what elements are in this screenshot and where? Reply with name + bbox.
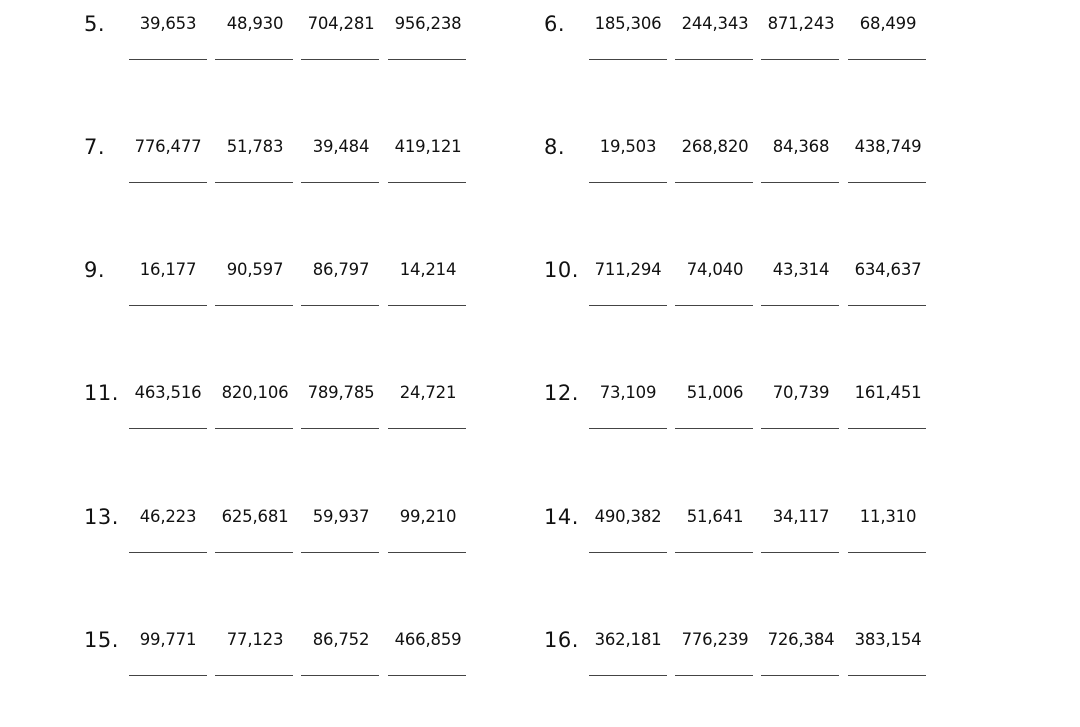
number-value: 463,516 bbox=[134, 383, 202, 402]
answer-blank[interactable] bbox=[129, 552, 207, 553]
answer-blank[interactable] bbox=[761, 59, 839, 60]
answer-blank[interactable] bbox=[675, 305, 753, 306]
number-value: 16,177 bbox=[139, 260, 197, 279]
problem-8 bbox=[544, 134, 1004, 234]
problem-15 bbox=[84, 627, 544, 727]
answer-blank[interactable] bbox=[589, 675, 667, 676]
number-value: 68,499 bbox=[859, 14, 917, 33]
number-value: 726,384 bbox=[767, 630, 835, 649]
number-value: 51,641 bbox=[686, 507, 744, 526]
problem-number: 12. bbox=[544, 381, 579, 405]
answer-blank[interactable] bbox=[129, 182, 207, 183]
answer-blank[interactable] bbox=[589, 428, 667, 429]
number-value: 14,214 bbox=[399, 260, 457, 279]
answer-blank[interactable] bbox=[761, 675, 839, 676]
answer-blank[interactable] bbox=[301, 428, 379, 429]
number-value: 268,820 bbox=[681, 137, 749, 156]
answer-blank[interactable] bbox=[675, 675, 753, 676]
number-value: 84,368 bbox=[772, 137, 830, 156]
answer-blank[interactable] bbox=[675, 59, 753, 60]
answer-blank[interactable] bbox=[129, 428, 207, 429]
number-value: 244,343 bbox=[681, 14, 749, 33]
problem-number: 5. bbox=[84, 12, 106, 36]
answer-blank[interactable] bbox=[215, 675, 293, 676]
number-value: 185,306 bbox=[594, 14, 662, 33]
answer-blank[interactable] bbox=[761, 182, 839, 183]
number-value: 74,040 bbox=[686, 260, 744, 279]
problem-10 bbox=[544, 257, 1004, 357]
answer-blank[interactable] bbox=[215, 305, 293, 306]
answer-blank[interactable] bbox=[589, 59, 667, 60]
number-value: 419,121 bbox=[394, 137, 462, 156]
answer-blank[interactable] bbox=[675, 552, 753, 553]
number-value: 51,006 bbox=[686, 383, 744, 402]
number-value: 704,281 bbox=[307, 14, 375, 33]
problem-number: 10. bbox=[544, 258, 579, 282]
answer-blank[interactable] bbox=[848, 59, 926, 60]
problem-number: 8. bbox=[544, 135, 566, 159]
problem-number: 16. bbox=[544, 628, 579, 652]
answer-blank[interactable] bbox=[675, 182, 753, 183]
answer-blank[interactable] bbox=[388, 305, 466, 306]
number-value: 34,117 bbox=[772, 507, 830, 526]
answer-blank[interactable] bbox=[301, 305, 379, 306]
number-value: 39,484 bbox=[312, 137, 370, 156]
answer-blank[interactable] bbox=[215, 59, 293, 60]
number-value: 70,739 bbox=[772, 383, 830, 402]
number-value: 77,123 bbox=[226, 630, 284, 649]
number-value: 51,783 bbox=[226, 137, 284, 156]
answer-blank[interactable] bbox=[848, 675, 926, 676]
answer-blank[interactable] bbox=[388, 182, 466, 183]
number-value: 73,109 bbox=[599, 383, 657, 402]
number-value: 490,382 bbox=[594, 507, 662, 526]
number-value: 19,503 bbox=[599, 137, 657, 156]
number-value: 820,106 bbox=[221, 383, 289, 402]
problem-number: 15. bbox=[84, 628, 119, 652]
answer-blank[interactable] bbox=[761, 552, 839, 553]
problem-9 bbox=[84, 257, 544, 357]
number-value: 776,239 bbox=[681, 630, 749, 649]
number-value: 625,681 bbox=[221, 507, 289, 526]
answer-blank[interactable] bbox=[589, 182, 667, 183]
answer-blank[interactable] bbox=[129, 305, 207, 306]
answer-blank[interactable] bbox=[589, 305, 667, 306]
number-value: 634,637 bbox=[854, 260, 922, 279]
answer-blank[interactable] bbox=[388, 552, 466, 553]
number-value: 48,930 bbox=[226, 14, 284, 33]
number-value: 871,243 bbox=[767, 14, 835, 33]
answer-blank[interactable] bbox=[215, 182, 293, 183]
problem-14 bbox=[544, 504, 1004, 604]
answer-blank[interactable] bbox=[589, 552, 667, 553]
problem-16 bbox=[544, 627, 1004, 727]
answer-blank[interactable] bbox=[848, 182, 926, 183]
answer-blank[interactable] bbox=[301, 182, 379, 183]
answer-blank[interactable] bbox=[388, 428, 466, 429]
answer-blank[interactable] bbox=[388, 675, 466, 676]
number-value: 90,597 bbox=[226, 260, 284, 279]
answer-blank[interactable] bbox=[848, 428, 926, 429]
number-value: 24,721 bbox=[399, 383, 457, 402]
number-value: 11,310 bbox=[859, 507, 917, 526]
number-value: 46,223 bbox=[139, 507, 197, 526]
number-value: 789,785 bbox=[307, 383, 375, 402]
number-value: 776,477 bbox=[134, 137, 202, 156]
problem-6 bbox=[544, 11, 1004, 111]
number-value: 711,294 bbox=[594, 260, 662, 279]
number-value: 362,181 bbox=[594, 630, 662, 649]
number-value: 86,752 bbox=[312, 630, 370, 649]
problem-number: 11. bbox=[84, 381, 119, 405]
problem-7 bbox=[84, 134, 544, 234]
number-value: 438,749 bbox=[854, 137, 922, 156]
number-value: 956,238 bbox=[394, 14, 462, 33]
answer-blank[interactable] bbox=[129, 59, 207, 60]
number-value: 86,797 bbox=[312, 260, 370, 279]
number-value: 59,937 bbox=[312, 507, 370, 526]
answer-blank[interactable] bbox=[301, 552, 379, 553]
number-value: 99,771 bbox=[139, 630, 197, 649]
problem-number: 6. bbox=[544, 12, 566, 36]
number-value: 466,859 bbox=[394, 630, 462, 649]
number-value: 161,451 bbox=[854, 383, 922, 402]
problem-number: 13. bbox=[84, 505, 119, 529]
problem-number: 14. bbox=[544, 505, 579, 529]
answer-blank[interactable] bbox=[761, 305, 839, 306]
problem-number: 7. bbox=[84, 135, 106, 159]
answer-blank[interactable] bbox=[215, 552, 293, 553]
number-value: 383,154 bbox=[854, 630, 922, 649]
problem-12 bbox=[544, 380, 1004, 480]
number-value: 39,653 bbox=[139, 14, 197, 33]
number-value: 99,210 bbox=[399, 507, 457, 526]
answer-blank[interactable] bbox=[301, 675, 379, 676]
problem-13 bbox=[84, 504, 544, 604]
problem-5 bbox=[84, 11, 544, 111]
problem-number: 9. bbox=[84, 258, 106, 282]
answer-blank[interactable] bbox=[215, 428, 293, 429]
answer-blank[interactable] bbox=[301, 59, 379, 60]
answer-blank[interactable] bbox=[675, 428, 753, 429]
number-value: 43,314 bbox=[772, 260, 830, 279]
answer-blank[interactable] bbox=[129, 675, 207, 676]
problem-11 bbox=[84, 380, 544, 480]
answer-blank[interactable] bbox=[761, 428, 839, 429]
answer-blank[interactable] bbox=[848, 305, 926, 306]
answer-blank[interactable] bbox=[388, 59, 466, 60]
answer-blank[interactable] bbox=[848, 552, 926, 553]
